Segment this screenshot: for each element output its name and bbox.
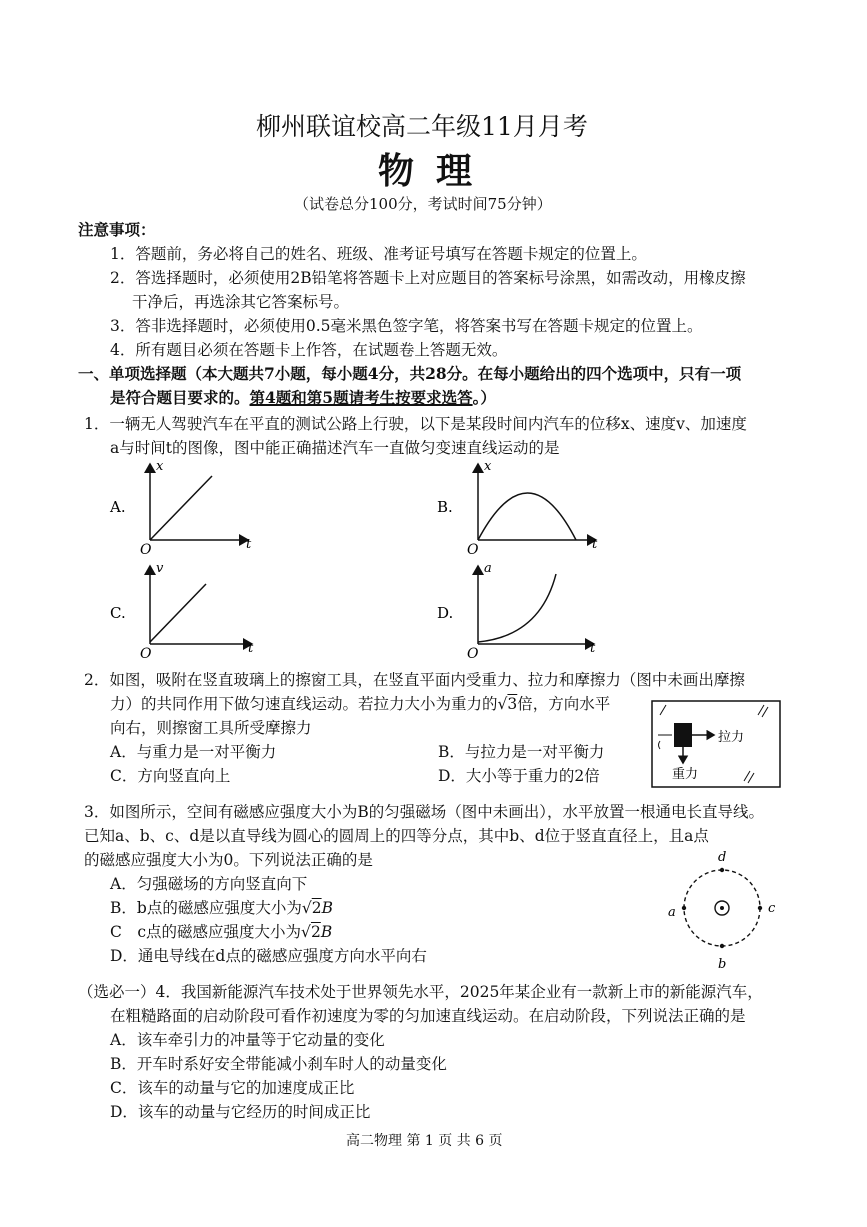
q4-stem-line1: （选必一）4．我国新能源汽车技术处于世界领先水平，2025年某企业有一款新上市的新能源汽车， — [78, 983, 763, 1001]
graph-d-ylabel: a — [484, 561, 492, 576]
sqrt-symbol: √3 — [497, 695, 518, 713]
q1-stem-line1: 1．一辆无人驾驶汽车在平直的测试公路上行驶，以下是某段时间内汽车的位移x、速度v、加速度 — [84, 415, 747, 433]
q4-option-b: B．开车时系好安全带能减小刹车时人的动量变化 — [110, 1055, 447, 1073]
q3-option-c-text: C c点的磁感应强度大小为 — [110, 923, 302, 941]
q4-option-a: A．该车牵引力的冲量等于它动量的变化 — [110, 1031, 385, 1049]
q2-figure — [648, 697, 784, 791]
notices-heading: 注意事项： — [78, 220, 156, 239]
symbol-b: B — [320, 923, 333, 941]
page-footer: 高二物理 第 1 页 共 6 页 — [346, 1133, 503, 1149]
section-lead: 一、单项选择题（本大题共7小题，每小题4分，共28分。 — [78, 364, 478, 383]
section-line2-a: 是符合题目要求的。 — [110, 388, 250, 407]
subject-title: 物理 — [378, 150, 495, 192]
notice-item: 4．所有题目必须在答题卡上作答，在试题卷上答题无效。 — [110, 341, 508, 359]
point-d-label: d — [718, 850, 727, 865]
gravity-label: 重力 — [672, 767, 699, 782]
q3-figure — [660, 848, 784, 972]
sqrt-value: 2 — [311, 899, 322, 917]
exam-info: （试卷总分100分，考试时间75分钟） — [294, 195, 552, 213]
graph-a-label: A. — [110, 498, 126, 516]
graph-d-origin: O — [467, 646, 479, 662]
notice-item: 干净后，再选涂其它答案标号。 — [132, 293, 350, 311]
q4-option-c: C．该车的动量与它的加速度成正比 — [110, 1079, 355, 1097]
section-line2-c: 。） — [472, 388, 496, 407]
q3-stem-line1: 3．如图所示，空间有磁感应强度大小为B的匀强磁场（图中未画出），水平放置一根通电长直导线。 — [84, 803, 765, 821]
q2-option-c: C．方向竖直向上 — [110, 767, 231, 785]
graph-a-line — [150, 476, 212, 540]
section-lead-rest: 在每小题给出的四个选项中，只有一项 — [477, 364, 742, 383]
graph-d-curve — [478, 574, 556, 642]
graph-c-origin: O — [140, 646, 152, 662]
q2-option-b: B．与拉力是一对平衡力 — [438, 743, 605, 761]
graph-a-origin: O — [140, 542, 152, 558]
q4-option-d: D．该车的动量与它经历的时间成正比 — [110, 1103, 371, 1121]
q3-stem-line3: 的磁感应强度大小为0。下列说法正确的是 — [84, 851, 373, 869]
sqrt-symbol: √2 — [301, 923, 321, 941]
notice-item: 3．答非选择题时，必须使用0.5毫米黑色签字笔，将答案书写在答题卡规定的位置上。 — [110, 317, 703, 335]
q2-stem-line2 — [110, 692, 610, 716]
graph-a-xlabel: t — [246, 537, 252, 552]
q1-stem-line2: a与时间t的图像，图中能正确描述汽车一直做匀变速直线运动的是 — [110, 439, 560, 457]
q2-stem-line2b: 倍，方向水平 — [517, 695, 611, 713]
q1-graphs — [100, 456, 660, 668]
graph-b-curve — [478, 493, 576, 540]
section-line2-b: 第4题和第5题请考生按要求选答 — [249, 388, 473, 407]
q2-option-d: D．大小等于重力的2倍 — [438, 767, 600, 785]
point-a-label: a — [668, 905, 676, 920]
graph-c-xlabel: t — [248, 641, 254, 656]
q2-stem-line3: 向右，则擦窗工具所受摩擦力 — [110, 719, 312, 737]
q3-option-b-text: B．b点的磁感应强度大小为 — [110, 899, 302, 917]
q2-stem-line2a: 力）的共同作用下做匀速直线运动。若拉力大小为重力的 — [110, 695, 498, 713]
point-c-label: c — [768, 901, 776, 916]
exam-title: 柳州联谊校高二年级11月月考 — [256, 112, 588, 141]
q4-stem-line2: 在粗糙路面的启动阶段可看作初速度为零的匀加速直线运动。在启动阶段，下列说法正确的是 — [110, 1007, 746, 1025]
q3-option-d: D．通电导线在d点的磁感应强度方向水平向右 — [110, 947, 427, 965]
graph-b-label: B. — [437, 498, 453, 516]
q2-option-a: A．与重力是一对平衡力 — [110, 743, 277, 761]
q3-stem-line2: 已知a、b、c、d是以直导线为圆心的圆周上的四等分点，其中b、d位于竖直直径上，且a点 — [84, 827, 709, 845]
window-cleaner — [674, 723, 692, 747]
notice-item: 2．答选择题时，必须使用2B铅笔将答题卡上对应题目的答案标号涂黑，如需改动，用橡皮擦 — [110, 269, 746, 287]
point-b-label: b — [718, 957, 727, 972]
graph-c-ylabel: v — [156, 561, 164, 576]
sqrt-value: 3 — [507, 695, 518, 713]
sqrt-value: 2 — [310, 923, 321, 941]
graph-d-label: D. — [437, 604, 454, 622]
graph-c-line — [150, 584, 206, 642]
q3-option-b — [110, 896, 333, 920]
graph-a-ylabel: x — [156, 459, 164, 474]
pull-force-label: 拉力 — [718, 730, 745, 745]
section-heading — [78, 362, 741, 386]
graph-c-label: C. — [110, 604, 126, 622]
notice-item: 1．答题前，务必将自己的姓名、班级、准考证号填写在答题卡规定的位置上。 — [110, 245, 647, 263]
q3-option-a: A．匀强磁场的方向竖直向下 — [110, 875, 308, 893]
q3-option-c — [110, 920, 332, 944]
graph-d-xlabel: t — [590, 641, 596, 656]
symbol-b: B — [321, 899, 333, 917]
graph-b-xlabel: t — [592, 537, 598, 552]
sqrt-symbol: √2 — [301, 899, 322, 917]
section-line2 — [110, 386, 496, 410]
graph-b-ylabel: x — [484, 459, 492, 474]
q2-stem-line1: 2．如图，吸附在竖直玻璃上的擦窗工具，在竖直平面内受重力、拉力和摩擦力（图中未画出摩擦 — [84, 671, 745, 689]
graph-b-origin: O — [467, 542, 479, 558]
